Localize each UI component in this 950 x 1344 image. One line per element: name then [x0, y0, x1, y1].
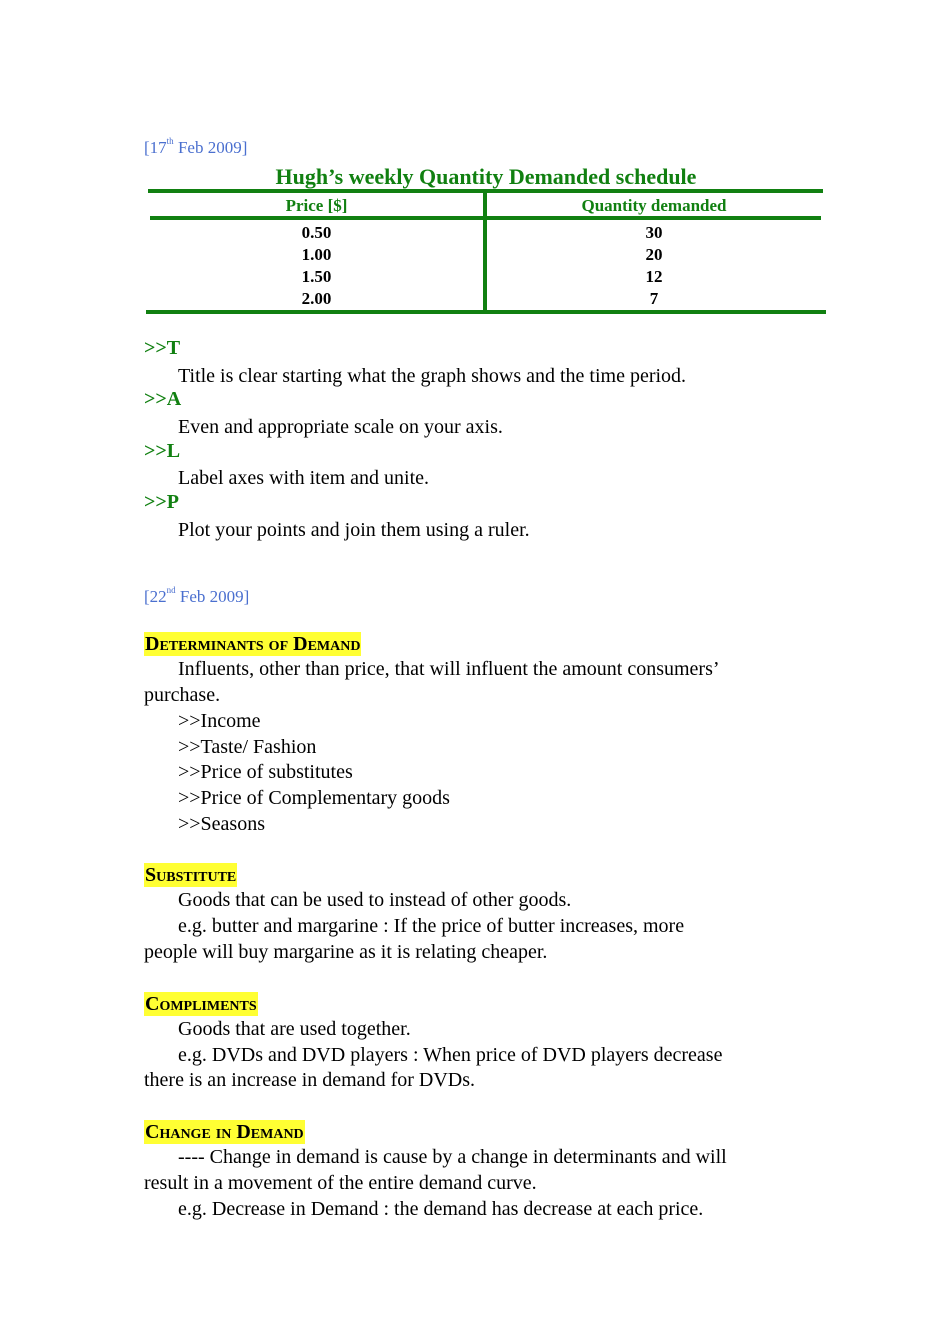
talp-key-p: >>P — [144, 491, 180, 513]
compliments-line2: e.g. DVDs and DVD players : When price of DVD players decrease — [178, 1044, 723, 1066]
determinant-item: >>Price of Complementary goods — [178, 787, 450, 809]
table-cell-price: 0.50 — [301, 223, 332, 242]
table-cell-price: 1.50 — [301, 267, 332, 286]
change-line1: ---- Change in demand is cause by a change in determinants and will — [178, 1146, 727, 1168]
substitute-line3: people will buy margarine as it is relating cheaper. — [144, 941, 548, 963]
table-cell-quantity: 20 — [645, 245, 663, 264]
compliments-line1: Goods that are used together. — [178, 1018, 411, 1040]
change-line3: e.g. Decrease in Demand : the demand has decrease at each price. — [178, 1198, 704, 1220]
talp-key-t: >>T — [144, 337, 181, 359]
determinant-item: >>Seasons — [178, 813, 266, 835]
table-header-price: Price [$] — [285, 196, 348, 215]
talp-text-l: Label axes with item and unite. — [178, 467, 430, 489]
talp-text-t: Title is clear starting what the graph shows and the time period. — [178, 365, 687, 387]
table-header-quantity: Quantity demanded — [581, 196, 727, 215]
determinants-def-line1: Influents, other than price, that will influent the amount consumers’ — [178, 658, 720, 680]
change-line2: result in a movement of the entire demand curve. — [144, 1172, 537, 1194]
compliments-line3: there is an increase in demand for DVDs. — [144, 1069, 475, 1091]
heading-compliments: Compliments — [145, 993, 257, 1015]
heading-change-in-demand: Change in Demand — [145, 1121, 304, 1143]
talp-text-p: Plot your points and join them using a ruler. — [178, 519, 530, 541]
table-title: Hugh’s weekly Quantity Demanded schedule — [275, 164, 697, 189]
determinants-def-line2: purchase. — [144, 684, 221, 706]
determinant-item: >>Income — [178, 710, 261, 732]
talp-key-l: >>L — [144, 440, 181, 462]
talp-key-a: >>A — [144, 388, 182, 410]
talp-text-a: Even and appropriate scale on your axis. — [178, 416, 503, 438]
table-cell-price: 2.00 — [301, 289, 332, 308]
table-cell-quantity: 7 — [649, 289, 659, 308]
date-stamp-2: [22nd Feb 2009] — [144, 585, 250, 606]
table-bottom-rule — [146, 310, 826, 314]
determinant-item: >>Price of substitutes — [178, 761, 353, 783]
substitute-line2: e.g. butter and margarine : If the price of butter increases, more — [178, 915, 685, 937]
table-cell-price: 1.00 — [301, 245, 332, 264]
table-cell-quantity: 30 — [645, 223, 663, 242]
heading-substitute: Substitute — [145, 864, 237, 886]
table-cell-quantity: 12 — [645, 267, 663, 286]
date-stamp-1: [17th Feb 2009] — [144, 136, 248, 157]
substitute-line1: Goods that can be used to instead of other goods. — [178, 889, 572, 911]
determinant-item: >>Taste/ Fashion — [178, 736, 317, 758]
heading-determinants: Determinants of Demand — [145, 633, 361, 655]
